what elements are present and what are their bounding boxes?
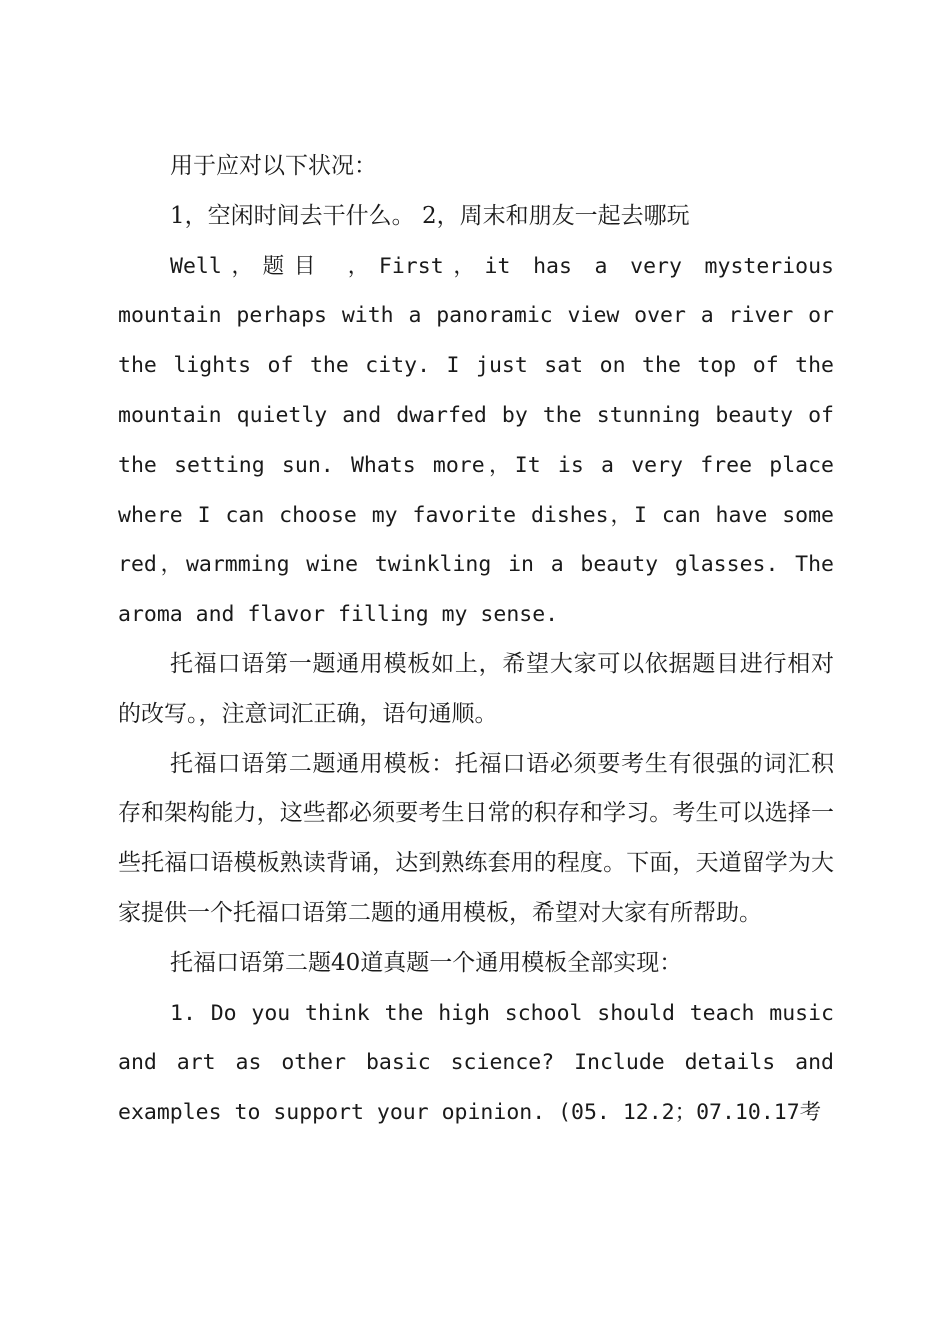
paragraph-template-two-intro: 托福口语第二题通用模板：托福口语必须要考生有很强的词汇积存和架构能力，这些都必须要考生日常的积存和学习。考生可以选择一些托福口语模板熟读背诵，达到熟练套用的程度。下面，天道留学为大家提供一个托福口语第二题的通用模板，希望对大家有所帮助。 xyxy=(118,750,834,926)
paragraph-template-two-heading: 托福口语第二题40道真题一个通用模板全部实现： xyxy=(170,949,683,976)
paragraph-situations-list: 1，空闲时间去干什么。 2，周末和朋友一起去哪玩 xyxy=(170,202,690,229)
paragraph-english-sample: Well，题目 ，First，it has a very mysterious mountain perhaps with a panoramic view over a river or the lights of the city. I just sat on the top of the mountain quietly and dwarfed by the stunning beauty of the setting sun. Whats more，It is a very free place where I can choose my favorite dishes，I can have some red，warmming wine twinkling in a beauty glasses. The aroma and flavor filling my sense. xyxy=(118,253,847,628)
document-body xyxy=(118,142,847,1138)
paragraph-question-one: 1. Do you think the high school should teach music and art as other basic science? Include details and examples to support your opinion. (05. 12.2；07.10.17考 xyxy=(118,1000,847,1126)
paragraph-template-one-note: 托福口语第一题通用模板如上，希望大家可以依据题目进行相对的改写。，注意词汇正确，语句通顺。 xyxy=(118,650,834,727)
paragraph-situations-heading: 用于应对以下状况： xyxy=(170,153,377,179)
